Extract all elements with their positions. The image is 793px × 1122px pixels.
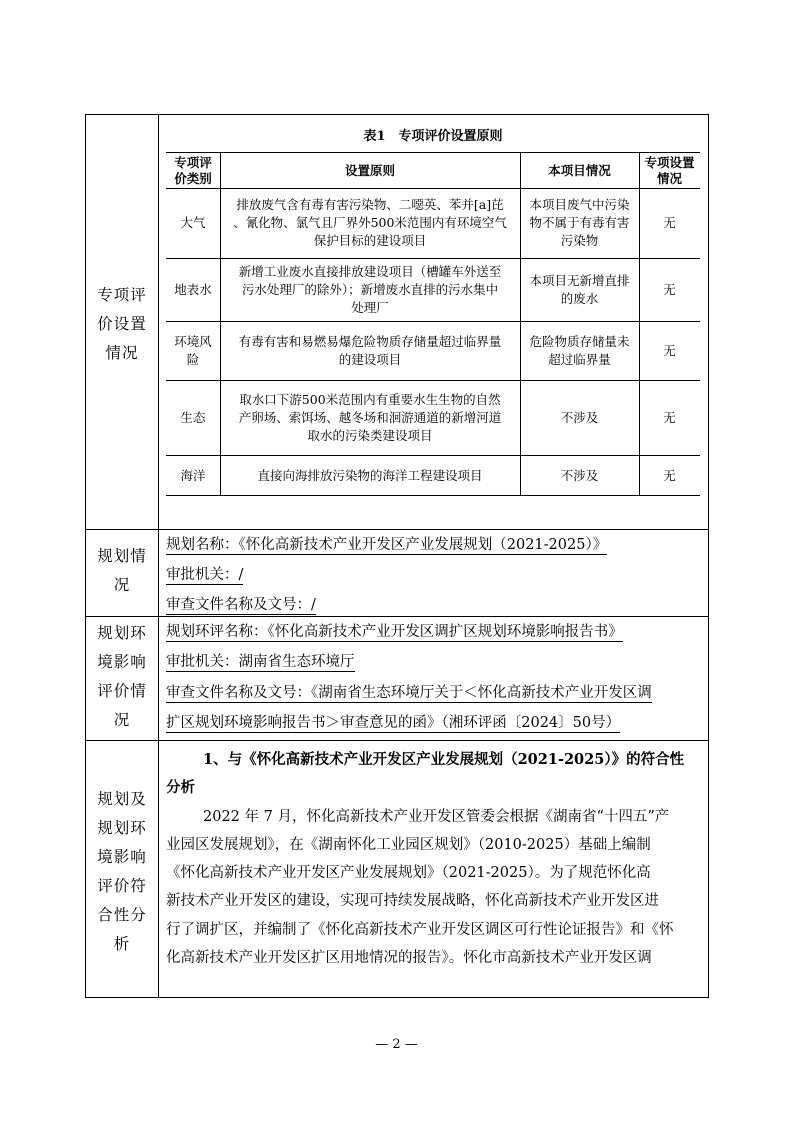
label-line: 评价情	[97, 682, 147, 700]
row-divider	[86, 529, 708, 530]
cell-line: 处理厂	[351, 299, 389, 315]
cell-line: 本项目无新增直排	[529, 272, 630, 288]
planning-document	[166, 593, 316, 614]
label-line: 规划情	[97, 547, 147, 565]
label-special-eval	[86, 281, 158, 368]
label-line: 况	[113, 711, 131, 729]
header-line: 专项评	[174, 154, 212, 170]
cell-setting: 无	[663, 281, 676, 297]
planning-env-document-cont	[166, 711, 620, 732]
label-line: 规划环	[97, 819, 147, 837]
label-line: 规划及	[97, 790, 147, 808]
cell-line: 的废水	[560, 290, 599, 306]
body-line: 《怀化高新技术产业开发区产业发展规划》（2021-2025）。为了规范怀化高	[166, 865, 651, 882]
cell-line: 环境风	[174, 333, 212, 349]
label-line: 评价符	[97, 877, 147, 895]
cell-line: 取水口下游500米范围内有重要水生生物的自然	[239, 391, 501, 407]
cell-category	[166, 321, 220, 380]
header-principle: 设置原则	[344, 162, 395, 178]
cell-line: 本项目废气中污染	[529, 197, 630, 212]
cell-principle	[220, 188, 520, 258]
column-divider	[158, 115, 159, 997]
planning-env-document-line: 扩区规划环境影响报告书＞审查意见的函》（湘环评函〔2024〕50号）	[166, 715, 621, 731]
label-planning-env	[86, 619, 158, 735]
header-line: 情况	[656, 170, 682, 186]
cell-principle: 直接向海排放污染物的海洋工程建设项目	[257, 468, 483, 483]
cell-setting: 无	[663, 215, 676, 230]
body-line: 业园区发展规划》，在《湖南怀化工业园区规划》（2010-2025）基础上编制	[166, 836, 651, 853]
header-line: 专项设置	[644, 154, 695, 170]
page-number: — 2 —	[375, 1037, 418, 1052]
special-eval-table	[166, 152, 700, 496]
cell-line: 、氰化物、氯气且厂界外500米范围内有环境空气	[233, 215, 507, 230]
cell-category: 海洋	[180, 468, 206, 483]
label-compliance	[86, 785, 158, 959]
row-divider	[86, 740, 708, 741]
cell-project	[520, 321, 639, 380]
planning-authority-text: 审批机关：/	[166, 567, 244, 583]
cell-line: 有毒有害和易燃易爆危险物质存储量超过临界量	[238, 333, 502, 349]
header-category	[166, 153, 220, 188]
compliance-analysis	[166, 746, 702, 972]
planning-env-name-text: 规划环评名称：《怀化高新技术产业开发区调扩区规划环境影响报告书》	[166, 624, 623, 640]
label-line: 合性分	[97, 906, 147, 924]
cell-line: 排放废气含有毒有害污染物、二噁英、苯并[a]芘	[236, 197, 504, 212]
cell-project	[520, 188, 639, 258]
cell-line: 新增工业废水直接排放建设项目（槽罐车外送至	[238, 263, 502, 279]
cell-line: 物不属于有毒有害	[529, 215, 630, 230]
label-line: 况	[113, 576, 131, 594]
label-line: 境影响	[97, 848, 147, 866]
label-line: 境影响	[97, 653, 147, 671]
cell-principle	[220, 380, 520, 455]
body-line: 化高新技术产业开发区扩区用地情况的报告》。怀化市高新技术产业开发区调	[166, 950, 652, 967]
cell-setting: 无	[663, 468, 676, 483]
cell-category: 生态	[180, 409, 206, 425]
table-title: 表1 专项评价设置原则	[363, 129, 503, 144]
planning-name	[166, 533, 607, 554]
body-line: 2022 年 7 月，怀化高新技术产业开发区管委会根据《湖南省“十四五”产	[203, 808, 670, 825]
cell-line: 的建设项目	[338, 351, 402, 367]
cell-project: 不涉及	[560, 409, 599, 425]
planning-env-name	[166, 620, 623, 641]
planning-document-text: 审查文件名称及文号：/	[166, 597, 316, 613]
cell-setting: 无	[663, 342, 676, 358]
label-line: 专项评	[97, 286, 147, 304]
cell-principle	[220, 321, 520, 380]
header-project: 本项目情况	[548, 162, 611, 178]
label-line: 规划环	[97, 624, 147, 642]
body-line: 新技术产业开发区的建设，实现可持续发展战略，怀化高新技术产业开发区进	[166, 893, 659, 910]
cell-setting: 无	[663, 409, 676, 425]
label-planning	[86, 542, 158, 600]
cell-line: 污水处理厂的除外）；新增废水直排的污水集中	[241, 281, 499, 297]
planning-name-text: 规划名称：《怀化高新技术产业开发区产业发展规划（2021-2025）》	[166, 537, 608, 553]
label-line: 析	[113, 935, 131, 953]
planning-authority	[166, 563, 243, 584]
cell-line: 保护目标的建设项目	[313, 233, 427, 248]
planning-env-document	[166, 681, 652, 702]
cell-project	[520, 258, 639, 321]
row-divider	[86, 616, 708, 617]
compliance-heading: 1、与《怀化高新技术产业开发区产业发展规划（2021-2025）》的符合性	[203, 751, 685, 768]
label-line: 情况	[105, 344, 139, 362]
header-setting	[639, 153, 700, 188]
planning-env-authority-text: 审批机关：湖南省生态环境厅	[166, 654, 355, 670]
planning-env-authority	[166, 650, 355, 671]
planning-env-document-line: 审查文件名称及文号：《湖南省生态环境厅关于＜怀化高新技术产业开发区调	[166, 685, 652, 701]
cell-line: 产卵场、索饵场、越冬场和洄游通道的新增河道	[238, 409, 502, 425]
label-line: 价设置	[97, 315, 147, 333]
cell-principle	[220, 258, 520, 321]
header-line: 价类别	[174, 170, 212, 186]
cell-line: 危险物质存储量未	[529, 333, 630, 349]
cell-category: 大气	[180, 215, 206, 230]
cell-line: 取水的污染类建设项目	[307, 427, 433, 443]
cell-category: 地表水	[174, 281, 212, 297]
compliance-heading: 分析	[166, 779, 195, 797]
form-frame	[85, 114, 709, 998]
cell-line: 险	[186, 351, 200, 367]
cell-line: 超过临界量	[548, 351, 611, 367]
cell-line: 污染物	[560, 233, 599, 248]
body-line: 行了调扩区，并编制了《怀化高新技术产业开发区调区可行性论证报告》和《怀	[166, 921, 674, 938]
cell-project: 不涉及	[560, 468, 599, 483]
